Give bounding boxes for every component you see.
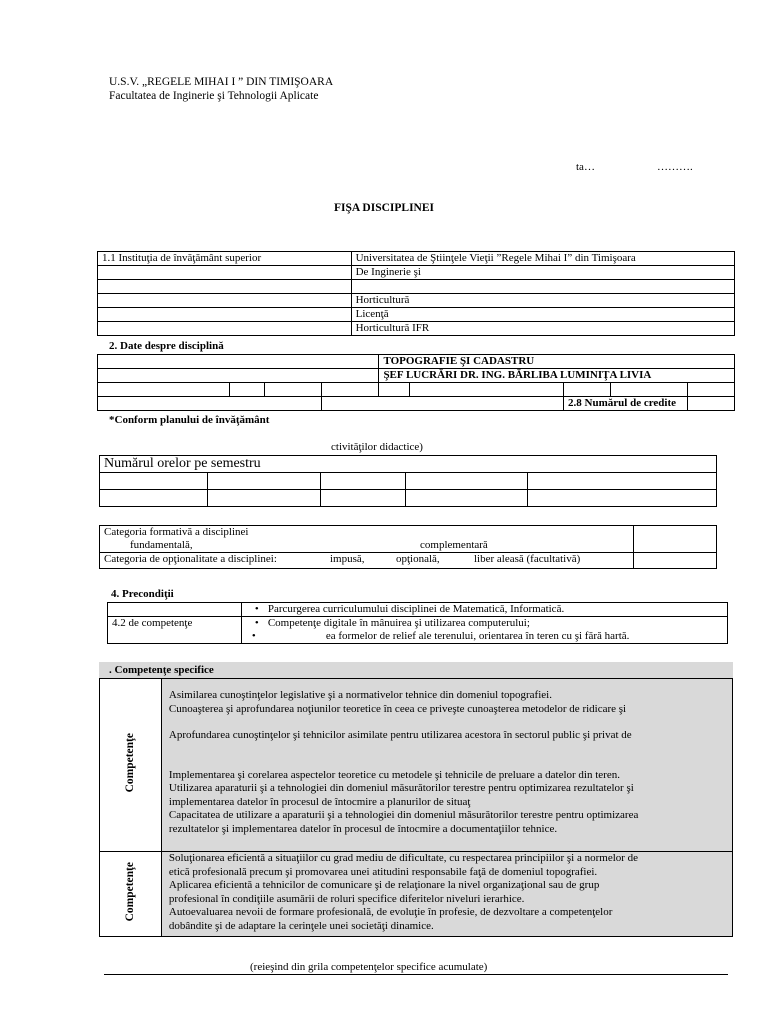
faculty-value: De Inginerie şi bbox=[351, 266, 734, 280]
table-row bbox=[98, 266, 735, 280]
list-item: Aprofundarea cunoştinţelor şi tehnicilor asimilate pentru utilizarea acestora în sectorul public şi privat de bbox=[168, 729, 632, 741]
table-row bbox=[108, 603, 728, 617]
list-item: profesional în condiţiile asumării de roluri specifice diferitelor niveluri ierarhice. bbox=[168, 892, 525, 905]
cycle-value: Licenţă bbox=[351, 308, 734, 322]
table-row bbox=[98, 294, 735, 308]
discipline-name: TOPOGRAFIE ŞI CADASTRU bbox=[379, 355, 735, 369]
institution-value: Universitatea de Ştiinţele Vieţii ”Regele Mihai I” din Timişoara bbox=[351, 252, 734, 266]
list-item: Capacitatea de utilizare a aparaturii şi a tehnologiei din domeniul măsurătorilor terestre pentru optimizarea bbox=[168, 809, 639, 821]
table-row bbox=[108, 617, 728, 644]
section-4-heading: 4. Precondiţii bbox=[111, 588, 174, 600]
teacher-name: ŞEF LUCRĂRI DR. ING. BĂRLIBA LUMINIŢA LIVIA bbox=[379, 369, 735, 383]
competences-table bbox=[99, 678, 733, 937]
date-value: ………. bbox=[657, 161, 693, 173]
transversal-competences-list bbox=[169, 852, 725, 933]
option-mandatory: impusă, bbox=[330, 553, 365, 565]
table-row bbox=[100, 553, 717, 569]
date-label: ta… bbox=[576, 161, 595, 173]
table-row bbox=[98, 322, 735, 336]
table-row bbox=[98, 280, 735, 294]
list-item: dobândite şi de adaptare la cerinţele unei societăţi dinamice. bbox=[168, 919, 434, 932]
category-optionality-label: Categoria de opţionalitate a disciplinei: bbox=[104, 553, 277, 565]
domain-value: Horticultură bbox=[351, 294, 734, 308]
category-formative-label: Categoria formativă a disciplinei bbox=[104, 526, 249, 538]
plan-footnote: *Conform planului de învăţământ bbox=[109, 414, 270, 426]
competence-precondition-2: ea formelor de relief ale terenului, orientarea în teren cu şi fără hartă. bbox=[325, 630, 630, 642]
table-row bbox=[100, 473, 717, 490]
table-row bbox=[98, 383, 735, 397]
option-complementary: complementară bbox=[420, 539, 488, 551]
professional-competences-label: Competenţe bbox=[123, 733, 136, 793]
program-table bbox=[97, 251, 735, 336]
table-row bbox=[98, 369, 735, 383]
list-item: Implementarea şi corelarea aspectelor teoretice cu metodele şi tehnicile de preluare a datelor din teren. bbox=[168, 768, 620, 781]
faculty-name: Facultatea de Inginerie şi Tehnologii Aplicate bbox=[109, 90, 319, 102]
list-item bbox=[169, 716, 725, 729]
university-name: U.S.V. „REGELE MIHAI I ” DIN TIMIŞOARA bbox=[109, 76, 334, 88]
curriculum-precondition: Parcurgerea curriculumului disciplinei de Matematică, Informatică. bbox=[267, 603, 565, 615]
table-row bbox=[100, 490, 717, 507]
professional-competences-list bbox=[169, 689, 725, 836]
table-row bbox=[98, 397, 735, 411]
list-item: Autoevaluarea nevoii de formare profesională, de evoluţie în profesie, de dezvoltare a competenţelor bbox=[168, 906, 613, 918]
document-title: FIŞA DISCIPLINEI bbox=[333, 202, 435, 214]
footer-rule bbox=[104, 974, 728, 975]
hours-label: Numărul orelor pe semestru bbox=[100, 456, 717, 473]
credits-value bbox=[688, 397, 735, 411]
list-item: rezultatelor şi implementarea datelor în procesul de întocmire a documentaţiilor tehnice. bbox=[168, 822, 558, 835]
bullet-icon: • bbox=[254, 617, 259, 629]
activities-caption: ctivităţilor didactice) bbox=[331, 441, 423, 453]
category-table bbox=[99, 525, 717, 569]
program-value: Horticultură IFR bbox=[351, 322, 734, 336]
table-row bbox=[98, 355, 735, 369]
table-row bbox=[100, 852, 733, 937]
section-5-heading: . Competenţe specifice bbox=[99, 662, 733, 678]
list-item: Cunoaşterea şi aprofundarea noţiunilor teoretice în ceea ce priveşte cunoaşterea metodelor de ridicare şi bbox=[168, 702, 627, 715]
list-item bbox=[169, 756, 725, 769]
transversal-competences-label: Competenţe bbox=[123, 862, 136, 922]
hours-table bbox=[99, 455, 717, 507]
footer-note: (reieşind din grila competenţelor specifice acumulate) bbox=[250, 961, 488, 973]
bullet-icon: • bbox=[251, 630, 256, 642]
list-item: Aplicarea eficientă a tehnicilor de comunicare şi de relaţionare la nivel organizaţional sau de grup bbox=[168, 879, 600, 891]
option-fundamental: fundamentală, bbox=[130, 539, 193, 551]
discipline-table bbox=[97, 354, 735, 411]
list-item: Utilizarea aparaturii şi a tehnologiei din domeniul măsurătorilor terestre pentru optimizarea rezultatelor şi bbox=[168, 782, 634, 794]
competence-precondition-1: Competenţe digitale în mânuirea şi utilizarea computerului; bbox=[267, 617, 530, 629]
list-item bbox=[169, 743, 725, 756]
table-row bbox=[98, 252, 735, 266]
list-item: etică profesională precum şi promovarea unei atitudini responsabile faţă de domeniul topografiei. bbox=[168, 865, 598, 878]
table-row bbox=[100, 526, 717, 553]
table-row bbox=[100, 679, 733, 852]
section-2-heading: 2. Date despre disciplină bbox=[109, 340, 224, 352]
competence-label: 4.2 de competenţe bbox=[108, 617, 242, 644]
institution-label: 1.1 Instituţia de învăţământ superior bbox=[98, 252, 352, 266]
option-free-choice: liber aleasă (facultativă) bbox=[474, 553, 581, 565]
table-row bbox=[100, 456, 717, 473]
table-row bbox=[98, 308, 735, 322]
bullet-icon: • bbox=[254, 603, 259, 615]
preconditions-table bbox=[107, 602, 728, 644]
list-item: Asimilarea cunoştinţelor legislative şi a normativelor tehnice din domeniul topografiei. bbox=[168, 689, 552, 701]
list-item: Soluţionarea eficientă a situaţiilor cu grad mediu de dificultate, cu respectarea principiilor şi a normelor de bbox=[168, 852, 639, 864]
list-item: implementarea datelor în procesul de întocmire a planurilor de situaţ bbox=[168, 795, 471, 808]
option-optional: opţională, bbox=[396, 553, 440, 565]
credits-label: 2.8 Numărul de credite bbox=[564, 397, 688, 411]
